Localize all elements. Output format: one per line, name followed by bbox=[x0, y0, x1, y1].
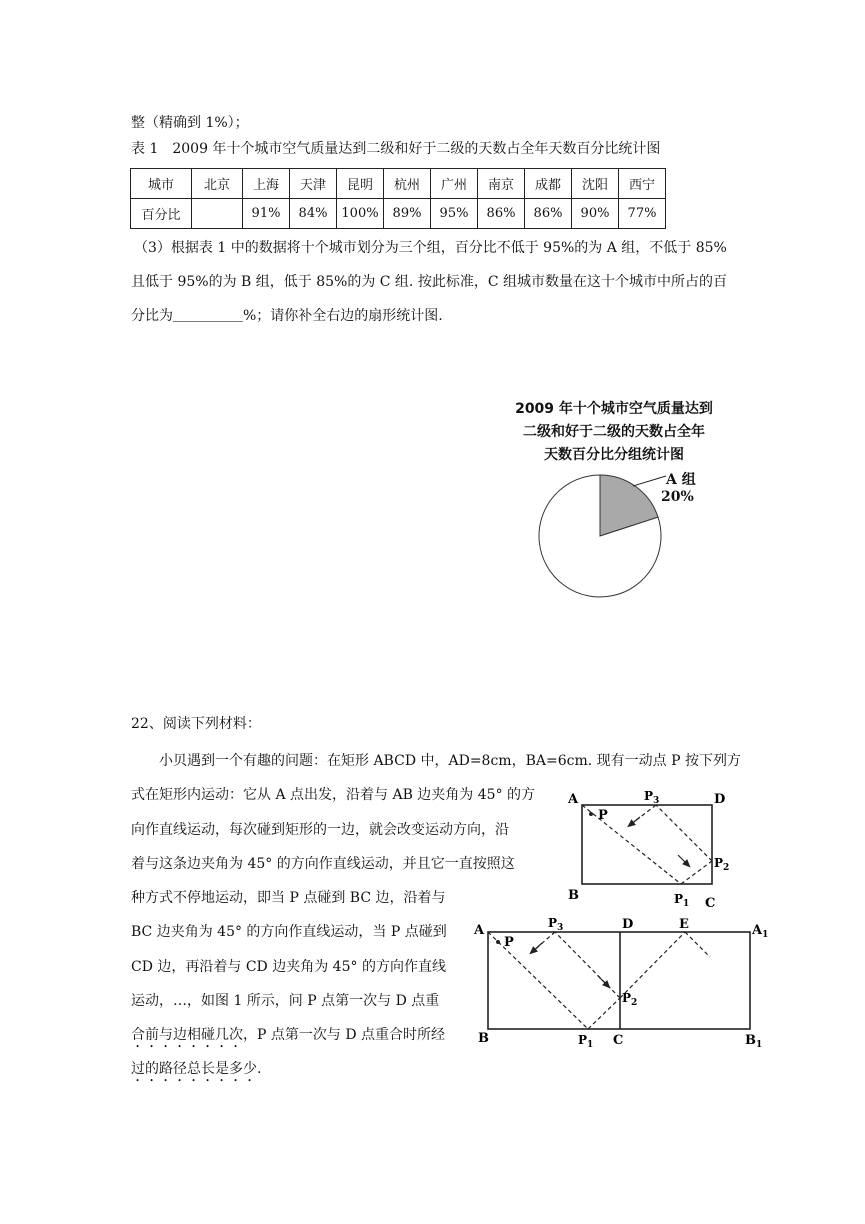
table-cell: 昆明 bbox=[337, 169, 384, 199]
path-segment bbox=[582, 805, 681, 884]
q22-line: 运动，…，如图 1 所示，问 P 点第一次与 D 点重 bbox=[131, 993, 440, 1009]
line-text: . bbox=[257, 1061, 262, 1077]
label-p3: $P_3$ bbox=[548, 916, 564, 933]
label-p3: $P_3$ bbox=[644, 789, 660, 806]
label-a: A bbox=[474, 923, 485, 938]
table-cell: 84% bbox=[290, 199, 337, 229]
table-cell: 西宁 bbox=[619, 169, 666, 199]
label-p1: $P_1$ bbox=[578, 1033, 594, 1050]
table-cell: 100% bbox=[337, 199, 384, 229]
q22-line bbox=[131, 1025, 445, 1051]
q22-line: 向作直线运动，每次碰到矩形的一边，就会改变运动方向，沿 bbox=[131, 822, 509, 838]
table-cell: 杭州 bbox=[384, 169, 431, 199]
label-p1: $P_1$ bbox=[674, 892, 690, 909]
label-d: D bbox=[622, 917, 634, 932]
q22-line: CD 边，再沿着与 CD 边夹角为 45° 的方向作直线 bbox=[131, 959, 446, 975]
label-p2: $P_2$ bbox=[714, 856, 730, 873]
intro-line: 整（精确到 1%）； bbox=[131, 115, 249, 131]
label-c: C bbox=[705, 896, 716, 911]
table-cell: 90% bbox=[572, 199, 619, 229]
point-p bbox=[496, 940, 500, 944]
q22-line: 式在矩形内运动：它从 A 点出发，沿着与 AB 边夹角为 45° 的方 bbox=[131, 787, 536, 803]
path-segment bbox=[620, 932, 685, 998]
leader-line bbox=[633, 476, 666, 486]
emphasized-text: 合前与边相碰几次 bbox=[131, 1027, 243, 1043]
table-cell: 沈阳 bbox=[572, 169, 619, 199]
label-a: A bbox=[568, 792, 579, 807]
table-cell: 89% bbox=[384, 199, 431, 229]
table-cell: 86% bbox=[478, 199, 525, 229]
arrow-icon bbox=[678, 855, 688, 865]
chart-title-line: 天数百分比分组统计图 bbox=[544, 447, 684, 463]
q3-line-2: 且低于 95%的为 B 组，低于 85%的为 C 组. 按此标准，C 组城市数量在这十个城市中所占的百 bbox=[131, 274, 727, 290]
table-cell: 天津 bbox=[290, 169, 337, 199]
city-percentage-table bbox=[130, 168, 666, 229]
path-segment bbox=[681, 861, 712, 884]
q22-line bbox=[131, 1059, 261, 1085]
table-cell: 上海 bbox=[243, 169, 290, 199]
chart-title bbox=[498, 398, 730, 467]
table-cell: 86% bbox=[525, 199, 572, 229]
figure-rectangle-abcd bbox=[560, 785, 730, 915]
table-caption: 表 1 2009 年十个城市空气质量达到二级和好于二级的天数占全年天数百分比统计图 bbox=[131, 141, 661, 157]
chart-title-line: 二级和好于二级的天数占全年 bbox=[523, 424, 705, 440]
table-cell: 91% bbox=[243, 199, 290, 229]
arrow-icon bbox=[532, 943, 542, 952]
outer-rectangle bbox=[488, 932, 750, 1029]
figure-unfolded-rectangles bbox=[470, 912, 770, 1052]
table-cell: 城市 bbox=[131, 169, 192, 199]
table-cell: 成都 bbox=[525, 169, 572, 199]
slice-label-value: 20% bbox=[661, 489, 694, 505]
label-e: E bbox=[679, 917, 689, 932]
emphasized-text: 过的路径总长是多少 bbox=[131, 1061, 257, 1077]
pie-chart bbox=[530, 466, 670, 606]
label-p: P bbox=[504, 935, 514, 950]
label-a1: $A_1$ bbox=[752, 923, 769, 940]
table-cell: 北京 bbox=[192, 169, 243, 199]
arrow-icon bbox=[598, 976, 608, 986]
path-segment bbox=[555, 932, 620, 998]
q22-line: 小贝遇到一个有趣的问题：在矩形 ABCD 中，AD=8cm，BA=6cm. 现有一动点 P 按下列方 bbox=[159, 753, 741, 769]
q22-line: BC 边夹角为 45° 的方向作直线运动，当 P 点碰到 bbox=[131, 924, 447, 940]
table-cell: 百分比 bbox=[131, 199, 192, 229]
table-cell: 南京 bbox=[478, 169, 525, 199]
point-p bbox=[589, 812, 593, 816]
label-b1: $B_1$ bbox=[745, 1033, 763, 1050]
q3-line-3: 分比为＿＿＿＿＿%；请你补全右边的扇形统计图. bbox=[131, 308, 443, 324]
q22-line: 种方式不停地运动，即当 P 点碰到 BC 边，沿着与 bbox=[131, 890, 446, 906]
q3-line-1: （3）根据表 1 中的数据将十个城市划分为三个组，百分比不低于 95%的为 A 组，不低于 85% bbox=[134, 240, 727, 256]
slice-label-group: A 组 bbox=[666, 472, 696, 488]
path-segment bbox=[656, 805, 712, 861]
table-cell: 广州 bbox=[431, 169, 478, 199]
path-segment bbox=[685, 932, 710, 957]
table-cell: 77% bbox=[619, 199, 666, 229]
label-d: D bbox=[714, 792, 726, 807]
arrow-icon bbox=[630, 817, 640, 825]
label-b: B bbox=[478, 1031, 489, 1046]
table-cell bbox=[192, 199, 243, 229]
label-c: C bbox=[613, 1033, 624, 1048]
q22-heading: 22、阅读下列材料： bbox=[131, 716, 261, 732]
path-segment bbox=[588, 998, 620, 1029]
label-p: P bbox=[598, 808, 608, 823]
q22-line: 着与这条边夹角为 45° 的方向作直线运动，并且它一直按照这 bbox=[131, 856, 515, 872]
label-b: B bbox=[568, 888, 579, 903]
table-cell: 95% bbox=[431, 199, 478, 229]
label-p2: $P_2$ bbox=[622, 991, 638, 1008]
line-text: ，P 点第一次与 D 点重合时所经 bbox=[243, 1027, 445, 1043]
table-row bbox=[131, 199, 666, 229]
table-header-row bbox=[131, 169, 666, 199]
chart-title-line: 2009 年十个城市空气质量达到 bbox=[515, 401, 713, 417]
